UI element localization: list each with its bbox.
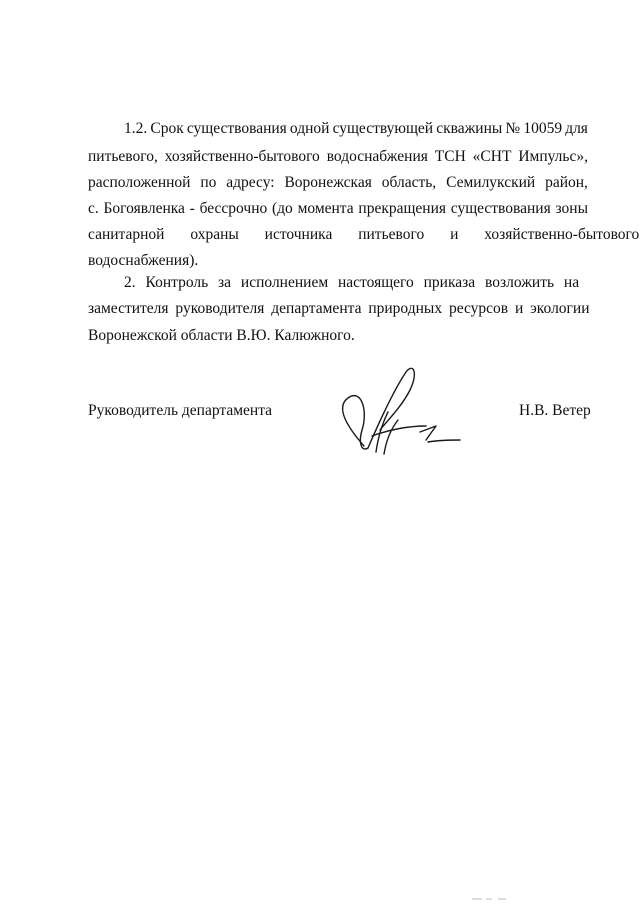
word: Воронежская xyxy=(284,174,372,191)
line-text: 2. Контроль за исполнением настоящего приказа возложить на xyxy=(124,274,580,291)
word: Срок xyxy=(150,120,184,137)
word: зоны xyxy=(555,200,588,217)
word: расположенной xyxy=(88,174,191,191)
paragraph-line xyxy=(124,120,588,138)
paragraph-line xyxy=(88,300,590,318)
word: 10059 xyxy=(523,120,563,137)
paragraph-line xyxy=(88,226,640,244)
paragraph-line xyxy=(88,174,588,192)
paragraph-line xyxy=(124,274,579,292)
word: № xyxy=(505,120,521,137)
word: одной xyxy=(289,120,330,137)
handwritten-signature xyxy=(328,360,468,460)
word: для xyxy=(565,120,588,137)
word: Семилукский xyxy=(446,174,536,191)
paragraph-line xyxy=(88,148,588,166)
word: существования xyxy=(450,200,551,217)
word: 1.2. xyxy=(124,120,148,137)
word: Богоявленка xyxy=(103,200,185,217)
paragraph-line xyxy=(88,252,198,270)
word: адресу: xyxy=(226,174,275,191)
word: существующей xyxy=(332,120,434,137)
line-text: Воронежской области В.Ю. Калюжного. xyxy=(88,327,355,344)
word: скважины xyxy=(436,120,503,137)
word: водоснабжения xyxy=(326,148,428,165)
word: область, xyxy=(381,174,437,191)
word: район, xyxy=(545,174,588,191)
word: ТСН xyxy=(434,148,466,165)
word: прекращения xyxy=(358,200,447,217)
line-text: заместителя руководителя департамента природных ресурсов и экологии xyxy=(88,300,590,317)
word: питьевого, xyxy=(88,148,158,165)
word: существования xyxy=(186,120,287,137)
word: по xyxy=(200,174,217,191)
scan-artifact xyxy=(470,896,510,902)
word: - xyxy=(189,200,195,217)
word: Импульс», xyxy=(518,148,588,165)
line-text: санитарной охраны источника питьевого и хозяйственно-бытового xyxy=(88,226,640,243)
paragraph-line xyxy=(88,200,588,218)
word: хозяйственно-бытового xyxy=(164,148,320,165)
word: «СНТ xyxy=(472,148,512,165)
paragraph-line xyxy=(88,327,355,345)
position-title: Руководитель департамента xyxy=(88,402,273,419)
word: (до xyxy=(272,200,293,217)
signer-name: Н.В. Ветер xyxy=(519,402,591,419)
line-text: водоснабжения). xyxy=(88,252,199,269)
word: момента xyxy=(297,200,354,217)
word: с. xyxy=(88,200,99,217)
word: бессрочно xyxy=(199,200,268,217)
